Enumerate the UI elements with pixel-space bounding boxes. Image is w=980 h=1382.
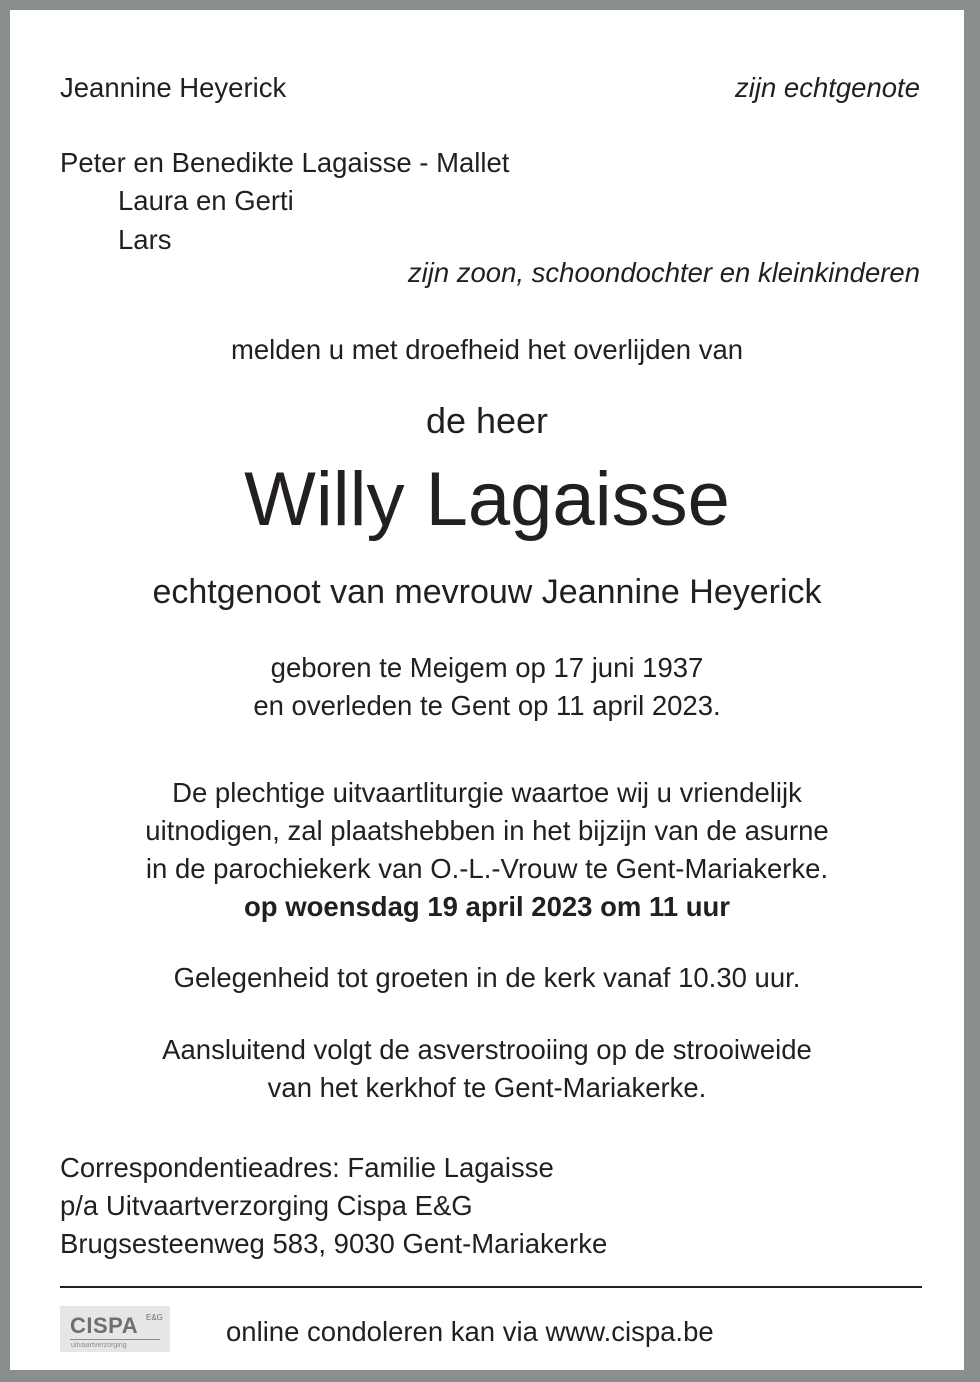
children-role: zijn zoon, schoondochter en kleinkinderen bbox=[407, 257, 920, 288]
born-text: geboren te Meigem op 17 juni 1937 bbox=[270, 652, 704, 683]
logo-tagline: uitvaartverzorging bbox=[71, 1342, 127, 1349]
condolence-text: online condoleren kan via www.cispa.be bbox=[226, 1316, 714, 1347]
died-text: en overleden te Gent op 11 april 2023. bbox=[253, 690, 721, 721]
grandchild-2: Lars bbox=[118, 224, 172, 255]
spouse-name: Jeannine Heyerick bbox=[60, 72, 287, 103]
correspondence-line-3: Brugsesteenweg 583, 9030 Gent-Mariakerke bbox=[60, 1228, 608, 1259]
son-line: Peter en Benedikte Lagaisse - Mallet bbox=[60, 147, 510, 178]
scatter-line-2: van het kerkhof te Gent-Mariakerke. bbox=[267, 1072, 707, 1103]
logo-name: CISPA bbox=[70, 1313, 139, 1338]
spouse-of: echtgenoot van mevrouw Jeannine Heyerick bbox=[152, 573, 822, 611]
ceremony-line-2: uitnodigen, zal plaatshebben in het bijzijn van de asurne bbox=[145, 815, 829, 846]
grandchild-1: Laura en Gerti bbox=[118, 185, 294, 216]
ceremony-datetime: op woensdag 19 april 2023 om 11 uur bbox=[243, 891, 730, 922]
correspondence-line-1: Correspondentieadres: Familie Lagaisse bbox=[60, 1152, 554, 1183]
obituary-card bbox=[10, 10, 964, 1370]
honorific: de heer bbox=[425, 400, 549, 441]
correspondence-line-2: p/a Uitvaartverzorging Cispa E&G bbox=[60, 1190, 473, 1221]
deceased-name: Willy Lagaisse bbox=[244, 457, 730, 542]
logo-underline bbox=[70, 1339, 160, 1340]
greeting-text: Gelegenheid tot groeten in de kerk vanaf 10.30 uur. bbox=[173, 962, 801, 993]
ceremony-line-1: De plechtige uitvaartliturgie waartoe wij u vriendelijk bbox=[172, 777, 802, 808]
spouse-role: zijn echtgenote bbox=[735, 72, 920, 103]
ceremony-line-3: in de parochiekerk van O.-L.-Vrouw te Gent-Mariakerke. bbox=[145, 853, 829, 884]
cispa-logo bbox=[60, 1306, 170, 1352]
scatter-line-1: Aansluitend volgt de asverstrooiing op de strooiweide bbox=[162, 1034, 812, 1065]
footer-divider bbox=[60, 1286, 922, 1288]
intro-text: melden u met droefheid het overlijden van bbox=[230, 334, 744, 365]
logo-sup: E&G bbox=[146, 1313, 163, 1322]
